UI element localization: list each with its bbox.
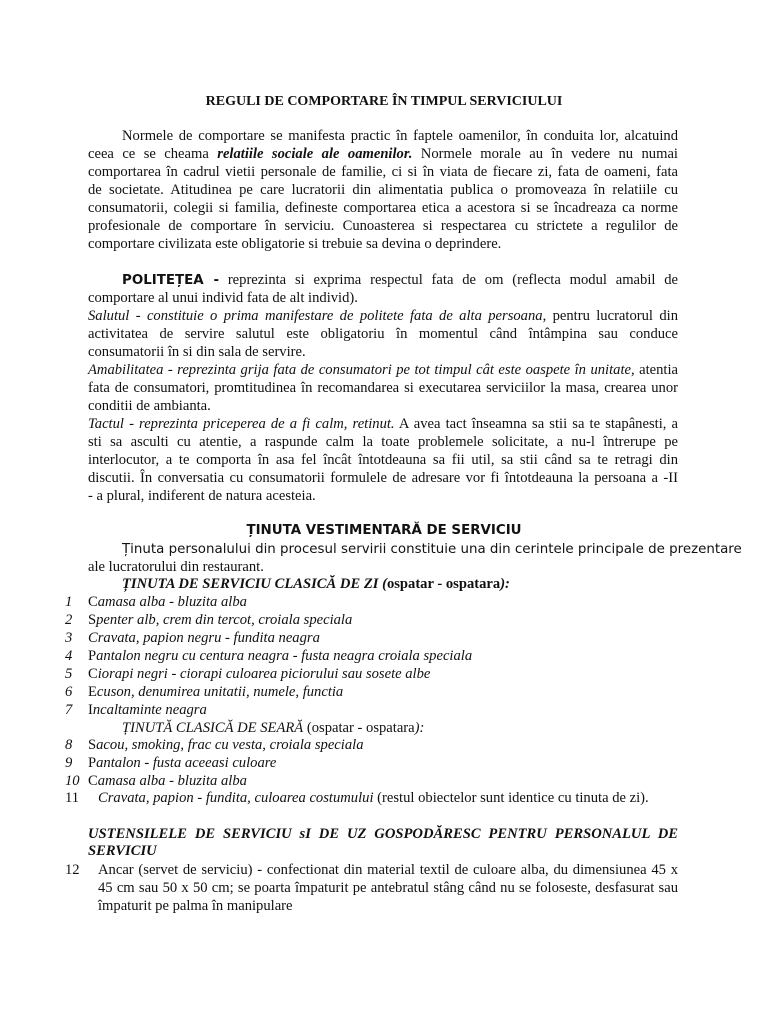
item-12-line-2: 45 cm sau 50 x 50 cm; se poarta împaturit pe antebratul stâng când nu se foloseste, desfasurat sau: [98, 880, 678, 896]
zi-heading-label: ȚINUTA DE SERVICIU CLASICĂ DE ZI (: [122, 576, 387, 592]
tact-text: A avea tact înseamna sa stii sa te stapânesti, a: [394, 416, 678, 432]
item-initial: P: [88, 755, 97, 771]
item-text: antalon negru cu centura neagra - fusta neagra croiala speciala: [96, 648, 473, 664]
item-initial: E: [88, 684, 97, 700]
list-item: [88, 755, 276, 772]
tinuta-heading: ȚINUTA VESTIMENTARĂ DE SERVICIU: [246, 523, 522, 538]
seara-heading-label: ȚINUTĂ CLASICĂ DE SEARĂ: [122, 720, 304, 736]
item-text: acou, smoking, frac cu vesta, croiala speciala: [96, 737, 364, 753]
politetea-text: reprezinta si exprima respectul fata de om (reflecta modul amabil de: [227, 272, 678, 288]
amab-text: atentia: [634, 362, 678, 378]
salut-line-1: [88, 308, 678, 325]
intro-emphasis: relatiile sociale ale oamenilor.: [217, 146, 413, 162]
item-text: antalon - fusta aceeasi culoare: [96, 755, 277, 771]
tact-line-4: discutii. În conversatia cu consumatorii formulele de adresare vor fi întotdeauna la persoana a -II: [88, 470, 678, 486]
item-number: 4: [65, 648, 73, 664]
salut-line-3: consumatorii în si din sala de servire.: [88, 344, 306, 360]
amab-line-1: [88, 362, 678, 379]
item-number: 2: [65, 612, 73, 628]
item-text: ncaltaminte neagra: [92, 702, 207, 718]
politetea-line-2: comportare al unui individ fata de alt individ).: [88, 290, 358, 306]
seara-heading-end: ):: [414, 720, 425, 736]
page-title: REGULI DE COMPORTARE ÎN TIMPUL SERVICIULUI: [205, 94, 563, 109]
list-item: [88, 594, 247, 611]
politetea-line-1: [122, 272, 678, 289]
item-number: 8: [65, 737, 73, 753]
item-number: 3: [65, 630, 73, 646]
item-text: cuson, denumirea unitatii, numele, functia: [96, 684, 344, 700]
tinuta-seara-heading: [122, 720, 424, 737]
tact-line-3: interlocutor, a te comporta în asa fel încât întotdeauna sa fii util, sa stii când sa te retragi din: [88, 452, 678, 468]
item-text: amasa alba - bluzita alba: [97, 594, 247, 610]
intro-text: ceea ce se cheama: [88, 146, 209, 162]
list-item: [88, 702, 207, 719]
zi-heading-end: ):: [500, 576, 510, 592]
intro-line-5: consumatorii, colegii si familia, defineste comportarea etica a acestora si se încadreaza ca norme: [88, 200, 678, 216]
tinuta-line-2: ale lucratorului din restaurant.: [88, 559, 264, 575]
item-number: 7: [65, 702, 73, 718]
item-number: 11: [65, 790, 80, 806]
item-number: 10: [65, 773, 80, 789]
list-item: [88, 648, 472, 665]
item-text: iorapi negri - ciorapi culoarea piciorului sau sosete albe: [97, 666, 431, 682]
tact-term: Tactul - reprezinta priceperea de a fi calm, retinut.: [88, 416, 395, 432]
item-11-note: (restul obiectelor sunt identice cu tinuta de zi).: [373, 790, 649, 806]
amab-line-2: fata de consumatori, promtitudinea în recomandarea si executarea serviciilor la masa, crearea unor: [88, 380, 678, 396]
list-item: [88, 773, 247, 790]
list-item: [88, 666, 430, 683]
item-initial: S: [88, 737, 97, 753]
ustensile-heading-line-2: SERVICIU: [88, 843, 157, 859]
intro-line-6: profesionale de comportare în serviciu. Cunoasterea si respectarea cu strictete a regulilor de: [88, 218, 678, 234]
intro-text: Normele morale au în vedere nu numai: [420, 146, 678, 162]
item-number: 9: [65, 755, 73, 771]
item-text: penter alb, crem din tercot, croiala speciala: [96, 612, 353, 628]
tinuta-line-1: Ținuta personalului din procesul servirii constituie una din cerintele principale de prezentare: [122, 542, 742, 557]
intro-line-3: comportarea în cadrul vietii personale de familie, ci si în viata de fiecare zi, fata de oameni, fata: [88, 164, 678, 180]
item-initial: I: [88, 702, 93, 718]
item-number: 12: [65, 862, 80, 878]
list-item: [88, 737, 364, 754]
amab-term: Amabilitatea - reprezinta grija fata de consumatori pe tot timpul cât este oaspete în unitate,: [88, 362, 635, 378]
politetea-heading: POLITEȚEA -: [122, 273, 220, 288]
item-initial: C: [88, 666, 98, 682]
item-initial: C: [88, 594, 98, 610]
salut-text: , pentru lucratorul din: [542, 308, 678, 324]
tinuta-zi-heading: [122, 576, 510, 593]
item-text: Cravata, papion negru - fundita neagra: [88, 630, 320, 646]
tact-line-5: - a plural, indiferent de natura acesteia.: [88, 488, 316, 504]
item-initial: S: [88, 612, 97, 628]
item-12-line-3: împaturit pe palma în manipulare: [98, 898, 293, 914]
ustensile-heading-line-1: USTENSILELE DE SERVICIU sI DE UZ GOSPODĂRESC PENTRU PERSONALUL DE: [88, 826, 678, 842]
item-number: 5: [65, 666, 73, 682]
list-item: [88, 684, 343, 701]
salut-line-2: activitatea de servire salutul este obligatoriu în momentul când întâmpina sau conduce: [88, 326, 678, 342]
intro-line-4: de societate. Atitudinea pe care lucratorii din alimentatia publica o promoveaza în relatiile cu: [88, 182, 678, 198]
intro-line-2: [88, 146, 678, 163]
list-item: [88, 612, 352, 629]
item-text: amasa alba - bluzita alba: [97, 773, 247, 789]
tact-line-1: [88, 416, 678, 433]
item-number: 6: [65, 684, 73, 700]
tact-line-2: sti sa asculti cu atentie, a raspunde calm la toate problemele solicitate, a nu-l întrerupe pe: [88, 434, 678, 450]
intro-line-1: Normele de comportare se manifesta practic în faptele oamenilor, în conduita lor, alcatuind: [122, 128, 678, 144]
salut-term: Salutul - constituie o prima manifestare de politete fata de alta persoana: [88, 308, 543, 324]
list-item: [88, 630, 320, 647]
item-11-text: Cravata, papion - fundita, culoarea costumului: [98, 790, 374, 806]
list-item-11: [98, 790, 649, 807]
item-initial: C: [88, 773, 98, 789]
item-number: 1: [65, 594, 73, 610]
intro-line-7: comportare civilizata este obligatorie si trebuie sa devina o deprindere.: [88, 236, 502, 252]
seara-heading-role: (ospatar - ospatara: [303, 720, 415, 736]
item-12-line-1: Ancar (servet de serviciu) - confectionat din material textil de culoare alba, du dimensiunea 45 x: [98, 862, 678, 878]
zi-heading-role: ospatar - ospatara: [386, 576, 501, 592]
amab-line-3: conditii de ambianta.: [88, 398, 211, 414]
item-initial: P: [88, 648, 97, 664]
